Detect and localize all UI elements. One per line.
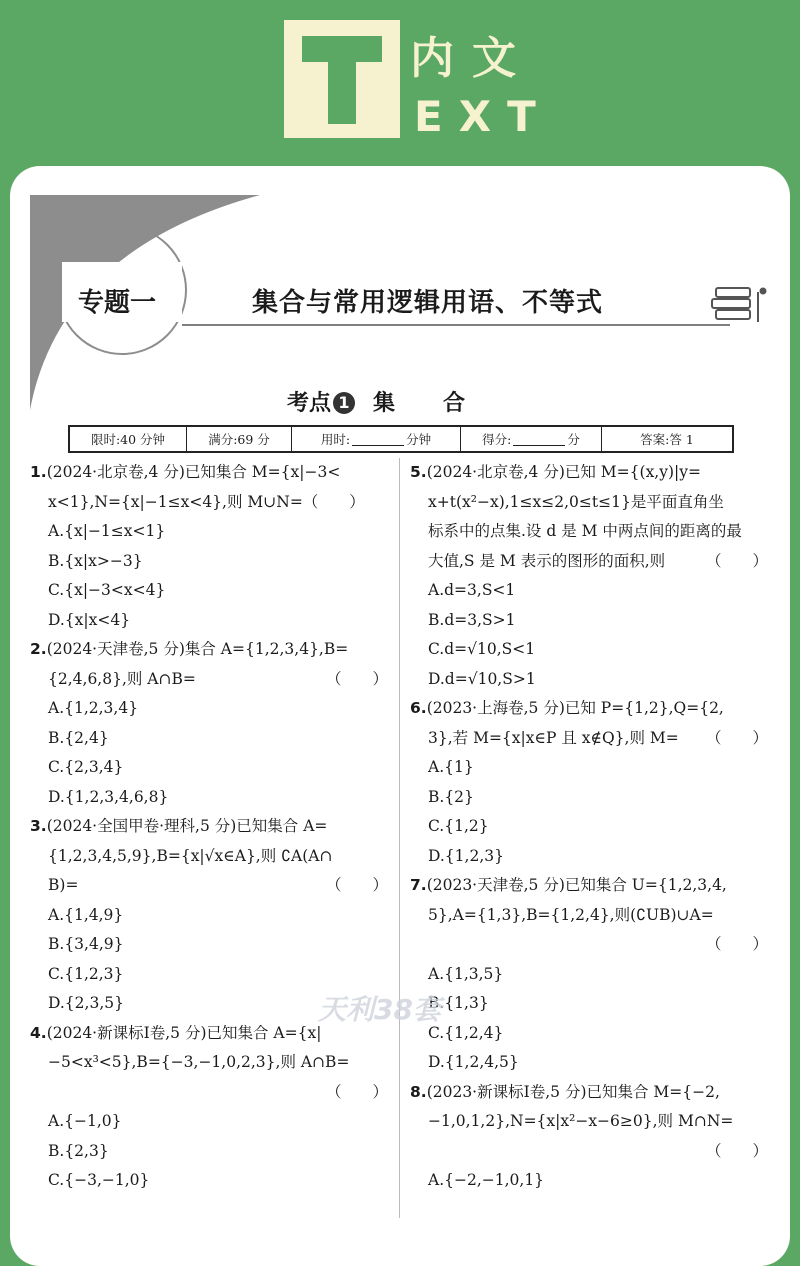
question-3: 3.(2024·全国甲卷·理科,5 分)已知集合 A= {1,2,3,4,5,9},B={x|√x∈A},则 ∁A(A∩ B)= （ ） A.{1,4,9} B.{3,4,9} C.{1,2,3} D.{2,3,5} (30, 812, 390, 1019)
question-text: x<1},N={x|−1≤x<4},则 M∪N=（ ） (48, 492, 365, 511)
question-7: 7.(2023·天津卷,5 分)已知集合 U={1,2,3,4, 5},A={1,3},B={1,2,4},则(∁UB)∪A= （ ） A.{1,3,5} B.{1,3} C.{1,2,4} D.{1,2,4,5} (410, 871, 770, 1078)
option-a[interactable]: A.d=3,S<1 (428, 581, 516, 599)
topic-banner-decoration (0, 0, 800, 420)
time-limit-cell: 限时:40 分钟 (70, 427, 187, 451)
info-table (68, 425, 734, 453)
question-2: 2.(2024·天津卷,5 分)集合 A={1,2,3,4},B= {2,4,6,8},则 A∩B= （ ） A.{1,2,3,4} B.{2,4} C.{2,3,4} D.{1,2,3,4,6,8} (30, 635, 390, 812)
option-c[interactable]: C.{1,2} (428, 817, 489, 835)
option-b[interactable]: B.{1,3} (428, 994, 489, 1012)
option-a[interactable]: A.{1,4,9} (48, 905, 124, 924)
option-b[interactable]: B.{x|x>−3} (48, 551, 143, 570)
answer-parens: （ ） (705, 1141, 768, 1160)
question-text: (2024·新课标Ⅰ卷,5 分)已知集合 A={x| (46, 1023, 322, 1042)
option-c[interactable]: C.{1,2,3} (48, 964, 124, 983)
question-text: 3},若 M={x|x∈P 且 x∉Q},则 M= (428, 728, 679, 747)
question-number: 1 (30, 463, 41, 481)
option-a[interactable]: A.{−1,0} (48, 1112, 122, 1130)
watermark: 天利38套 (318, 993, 441, 1026)
option-b[interactable]: B.{2,4} (48, 728, 109, 747)
question-text: (2024·全国甲卷·理科,5 分)已知集合 A= (46, 817, 328, 835)
option-a[interactable]: A.{−2,−1,0,1} (428, 1171, 545, 1189)
question-text: (2024·天津卷,5 分)集合 A={1,2,3,4},B= (46, 640, 349, 658)
topic-label: 专题一 (78, 288, 157, 318)
answer-parens: （ ） (705, 935, 768, 953)
option-d[interactable]: D.d=√10,S>1 (428, 669, 536, 688)
question-4: 4.(2024·新课标Ⅰ卷,5 分)已知集合 A={x| −5<x³<5},B={−3,−1,0,2,3},则 A∩B= （ ） A.{−1,0} B.{2,3} C.{−3,−1,0} (30, 1019, 390, 1196)
question-text: −1,0,1,2},N={x|x²−x−6≥0},则 M∩N= (428, 1112, 734, 1130)
question-text: 5},A={1,3},B={1,2,4},则(∁UB)∪A= (428, 905, 714, 924)
answer-parens: （ ） (325, 1082, 388, 1101)
question-number: 2 (30, 640, 41, 658)
option-a[interactable]: A.{1,2,3,4} (48, 699, 139, 717)
question-5: 5.(2024·北京卷,4 分)已知 M={(x,y)|y= x+t(x²−x),1≤x≤2,0≤t≤1}是平面直角坐 标系中的点集.设 d 是 M 中两点间的距离的最 大值,S 是 M 表示的图形的面积,则 （ ） A.d=3,S<1 B.d=3,S>1 C.d=√10,S<1 D.d=√10,S>1 (410, 458, 770, 694)
option-c[interactable]: C.{−3,−1,0} (48, 1171, 150, 1189)
option-b[interactable]: B.{3,4,9} (48, 935, 124, 953)
option-a[interactable]: A.{1} (428, 758, 474, 776)
books-icon (712, 288, 766, 322)
question-text: (2023·天津卷,5 分)已知集合 U={1,2,3,4, (426, 876, 727, 894)
time-used-unit: 分钟 (406, 432, 432, 447)
question-text: (2023·新课标Ⅰ卷,5 分)已知集合 M={−2, (426, 1082, 720, 1101)
option-b[interactable]: B.{2} (428, 787, 474, 806)
option-d[interactable]: D.{1,2,4,5} (428, 1053, 519, 1071)
option-a[interactable]: A.{1,3,5} (428, 964, 504, 983)
score-cell (461, 427, 602, 451)
question-number: 3 (30, 817, 41, 835)
option-a[interactable]: A.{x|−1≤x<1} (48, 522, 166, 540)
answer-parens: （ ） (325, 669, 388, 688)
question-text: x+t(x²−x),1≤x≤2,0≤t≤1}是平面直角坐 (428, 492, 724, 511)
header-en-title: EXT (414, 92, 552, 141)
option-d[interactable]: D.{1,2,3} (428, 846, 504, 865)
question-number: 8 (410, 1082, 421, 1101)
full-score-cell: 满分:69 分 (187, 427, 292, 451)
section-name: 集合 (373, 391, 514, 416)
question-8: 8.(2023·新课标Ⅰ卷,5 分)已知集合 M={−2, −1,0,1,2},N={x|x²−x−6≥0},则 M∩N= （ ） A.{−2,−1,0,1} (410, 1078, 770, 1196)
question-text: B)= (48, 876, 79, 894)
time-used-label: 用时: (320, 432, 351, 447)
option-d[interactable]: D.{2,3,5} (48, 994, 124, 1012)
question-number: 7 (410, 876, 421, 894)
question-number: 5 (410, 463, 421, 481)
question-1: 1.(2024·北京卷,4 分)已知集合 M={x|−3< x<1},N={x|−1≤x<4},则 M∪N=（ ） A.{x|−1≤x<1} B.{x|x>−3} C.{x|−3<x<4} D.{x|x<4} (30, 458, 390, 635)
option-c[interactable]: C.{2,3,4} (48, 758, 124, 776)
section-prefix: 考点 (286, 391, 331, 416)
question-6: 6.(2023·上海卷,5 分)已知 P={1,2},Q={2, 3},若 M={x|x∈P 且 x∉Q},则 M= （ ） A.{1} B.{2} C.{1,2} D.{1,2,3} (410, 694, 770, 871)
option-c[interactable]: C.d=√10,S<1 (428, 640, 536, 658)
answer-parens: （ ） (705, 728, 768, 747)
answer-parens: （ ） (705, 551, 768, 570)
option-b[interactable]: B.d=3,S>1 (428, 610, 516, 629)
header-cn-title: 内文 (410, 33, 534, 84)
question-text: {2,4,6,8},则 A∩B= (48, 669, 196, 688)
question-text: (2024·北京卷,4 分)已知集合 M={x|−3< (46, 463, 341, 481)
answer-parens: （ ） (325, 876, 388, 894)
score-blank[interactable] (513, 433, 565, 446)
option-c[interactable]: C.{1,2,4} (428, 1023, 504, 1042)
question-number: 6 (410, 699, 421, 717)
score-unit: 分 (567, 432, 580, 447)
section-title (0, 386, 800, 417)
time-used-blank[interactable] (352, 433, 404, 446)
question-text: 标系中的点集.设 d 是 M 中两点间的距离的最 (428, 522, 742, 540)
left-column (30, 458, 390, 1196)
question-text: (2024·北京卷,4 分)已知 M={(x,y)|y= (426, 463, 702, 481)
option-d[interactable]: D.{x|x<4} (48, 610, 131, 629)
option-b[interactable]: B.{2,3} (48, 1141, 109, 1160)
column-divider (399, 458, 400, 1218)
score-label: 得分: (482, 432, 512, 447)
topic-title: 集合与常用逻辑用语、不等式 (252, 288, 604, 318)
right-column (410, 458, 770, 1196)
question-text: {1,2,3,4,5,9},B={x|√x∈A},则 ∁A(A∩ (48, 846, 333, 865)
section-number-badge: 1 (333, 392, 355, 414)
option-c[interactable]: C.{x|−3<x<4} (48, 581, 166, 599)
question-text: −5<x³<5},B={−3,−1,0,2,3},则 A∩B= (48, 1053, 350, 1071)
question-text: (2023·上海卷,5 分)已知 P={1,2},Q={2, (426, 699, 724, 717)
time-used-cell (292, 427, 461, 451)
question-number: 4 (30, 1023, 41, 1042)
option-d[interactable]: D.{1,2,3,4,6,8} (48, 787, 169, 806)
question-text: 大值,S 是 M 表示的图形的面积,则 (428, 551, 666, 570)
answer-cell: 答案:答 1 (640, 432, 694, 447)
